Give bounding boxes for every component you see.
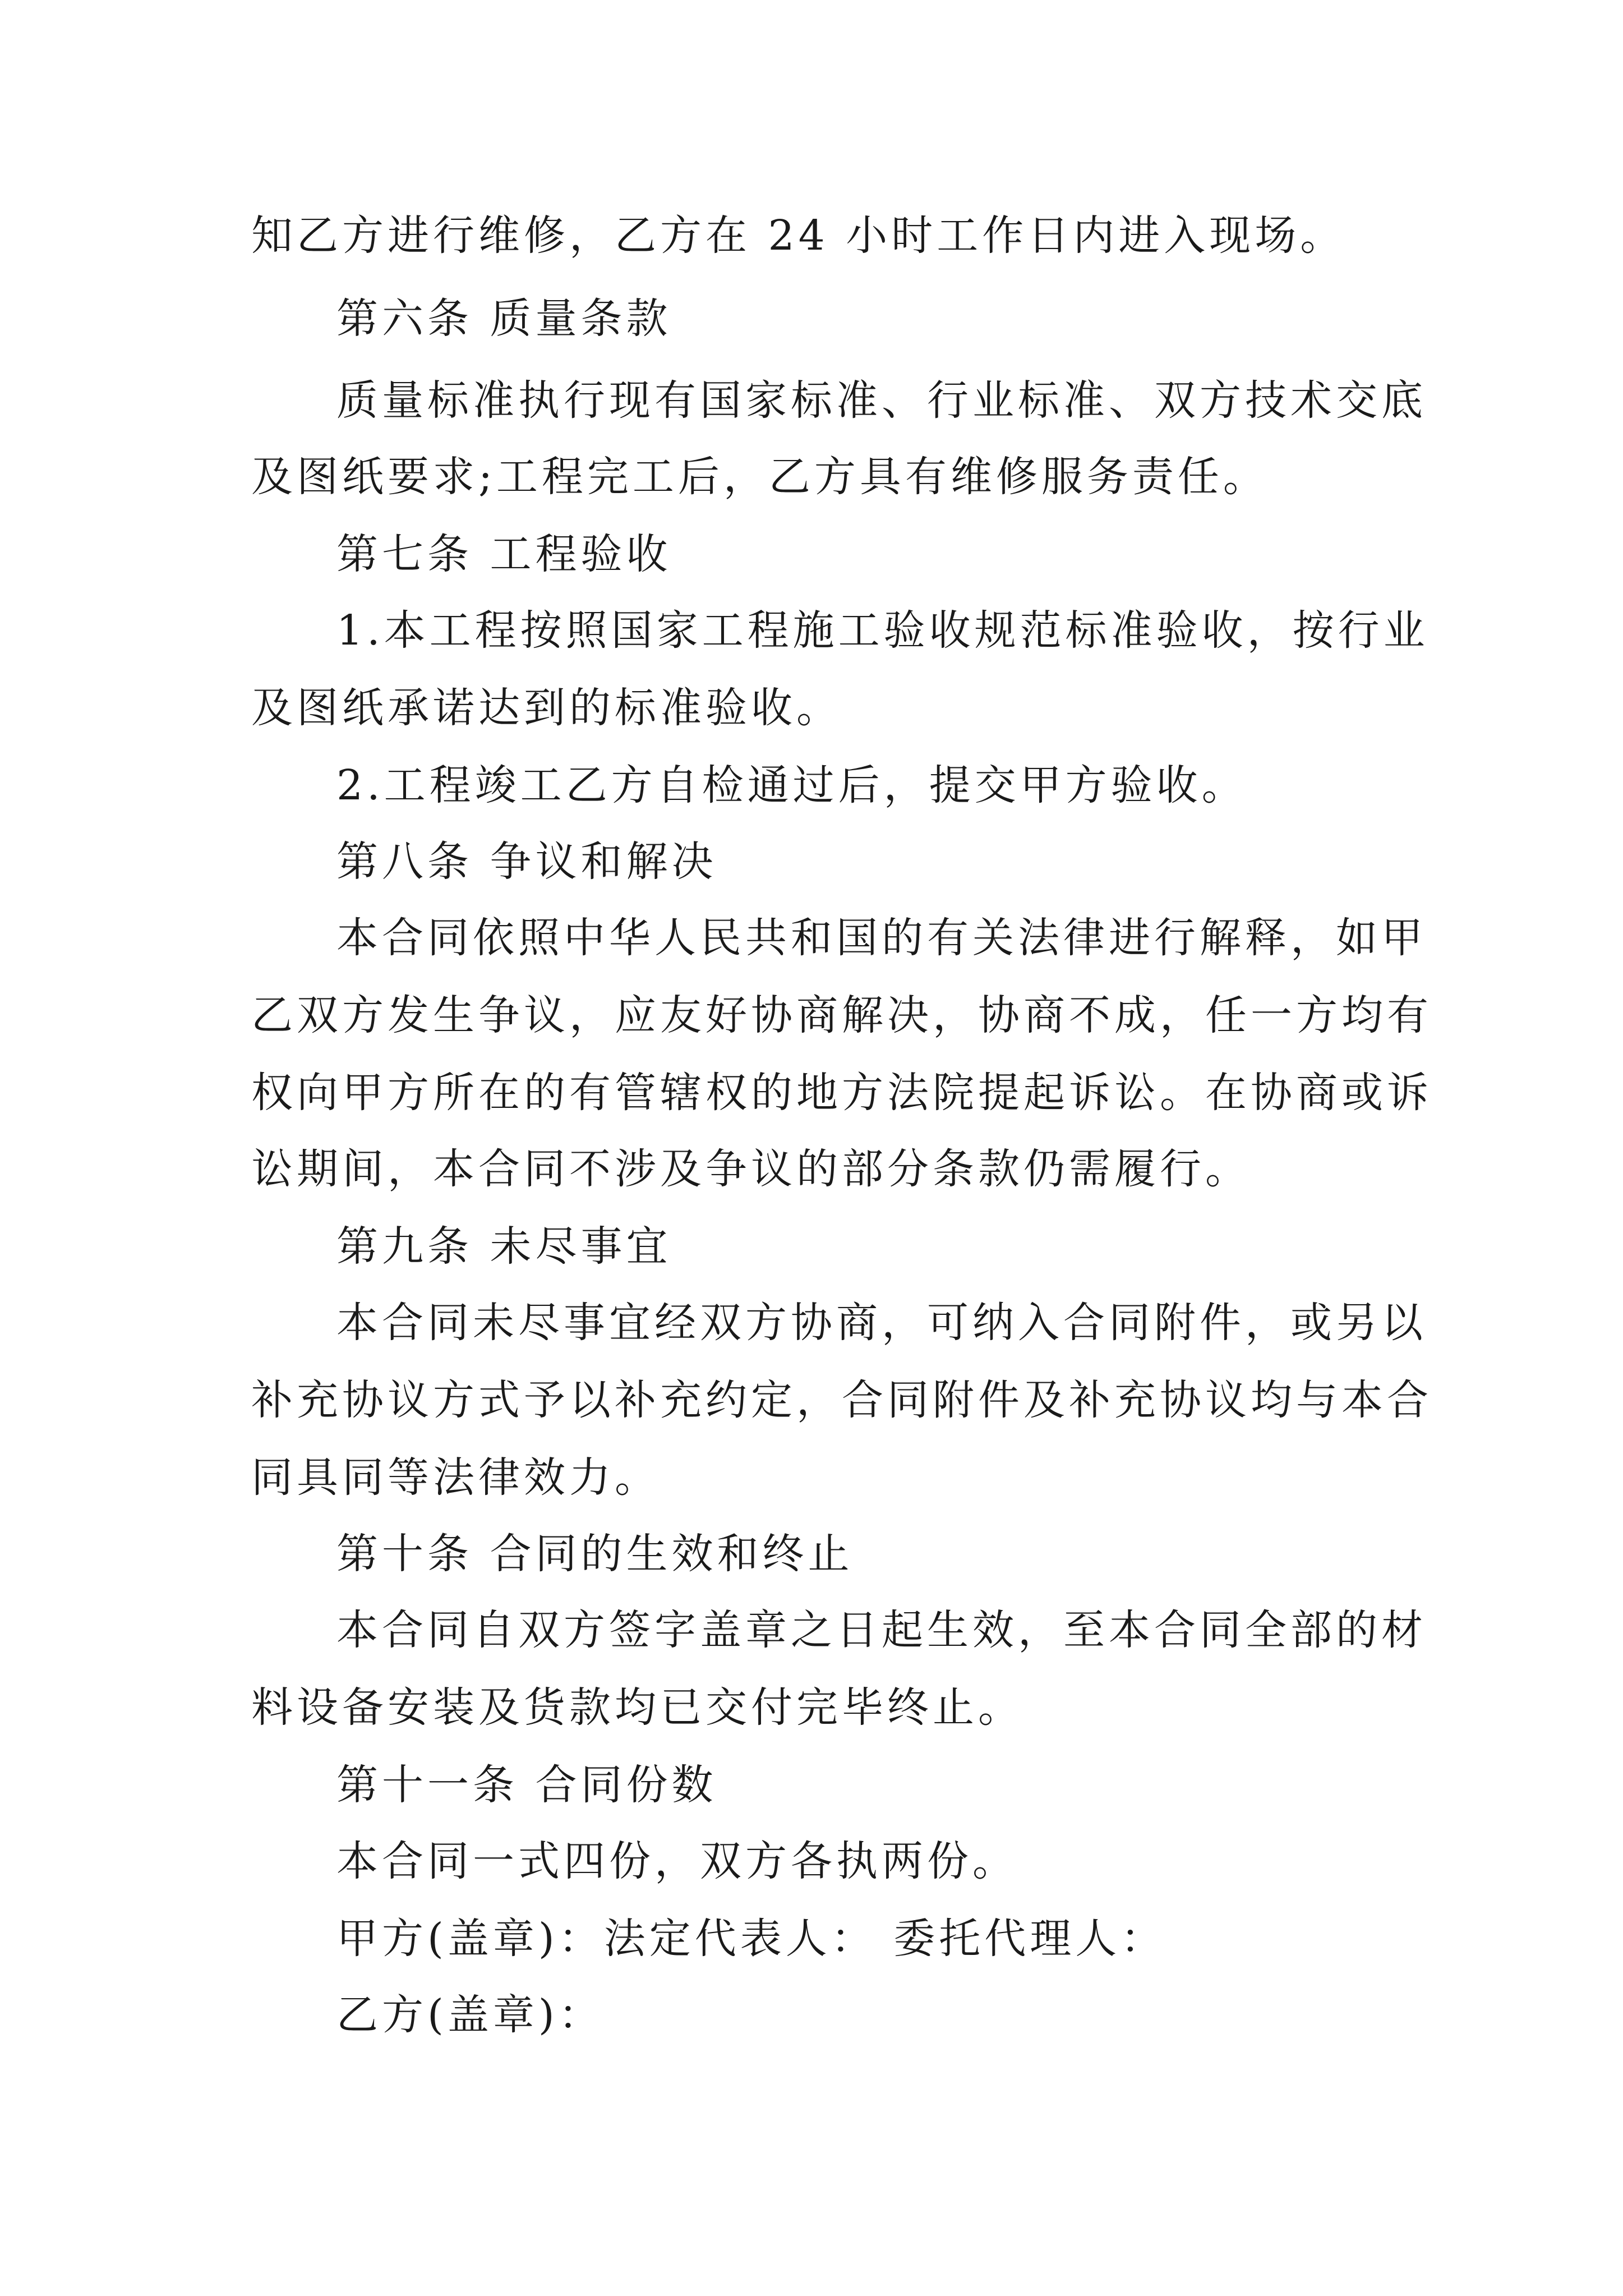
paragraph-line: 料设备安装及货款均已交付完毕终止。 — [251, 1683, 1023, 1732]
section-heading: 第九条 未尽事宜 — [336, 1222, 672, 1271]
paragraph-line: 同具同等法律效力。 — [251, 1453, 660, 1502]
signature-line-party-b: 乙方(盖章)： — [336, 1991, 604, 2039]
paragraph-line: 补充协议方式予以补充约定，合同附件及补充协议均与本合 — [251, 1376, 1432, 1424]
text-line: 知乙方进行维修，乙方在 24 小时工作日内进入现场。 — [251, 211, 1346, 260]
paragraph-line: 2.工程竣工乙方自检通过后，提交甲方验收。 — [336, 761, 1247, 809]
section-heading: 第十条 合同的生效和终止 — [336, 1530, 854, 1578]
section-heading: 第十一条 合同份数 — [336, 1761, 717, 1809]
paragraph-line: 本合同依照中华人民共和国的有关法律进行解释，如甲 — [336, 914, 1427, 962]
paragraph-line: 本合同未尽事宜经双方协商，可纳入合同附件，或另以 — [336, 1299, 1427, 1347]
paragraph-line: 本合同一式四份，双方各执两份。 — [336, 1837, 1018, 1885]
paragraph-line: 及图纸要求;工程完工后，乙方具有维修服务责任。 — [251, 453, 1269, 501]
paragraph-line: 及图纸承诺达到的标准验收。 — [251, 684, 842, 732]
paragraph-line: 1.本工程按照国家工程施工验收规范标准验收，按行业 — [336, 606, 1429, 655]
section-heading: 第八条 争议和解决 — [336, 838, 717, 886]
signature-line-party-a: 甲方(盖章)：法定代表人： 委托代理人： — [336, 1915, 1166, 1963]
paragraph-line: 讼期间，本合同不涉及争议的部分条款仍需履行。 — [251, 1145, 1251, 1193]
section-heading: 第六条 质量条款 — [336, 295, 672, 343]
section-heading: 第七条 工程验收 — [336, 530, 672, 578]
paragraph-line: 权向甲方所在的有管辖权的地方法院提起诉讼。在协商或诉 — [251, 1069, 1432, 1117]
paragraph-line: 乙双方发生争议，应友好协商解决，协商不成，任一方均有 — [251, 991, 1432, 1039]
paragraph-line: 本合同自双方签字盖章之日起生效，至本合同全部的材 — [336, 1606, 1427, 1654]
paragraph-line: 质量标准执行现有国家标准、行业标准、双方技术交底 — [336, 376, 1427, 425]
